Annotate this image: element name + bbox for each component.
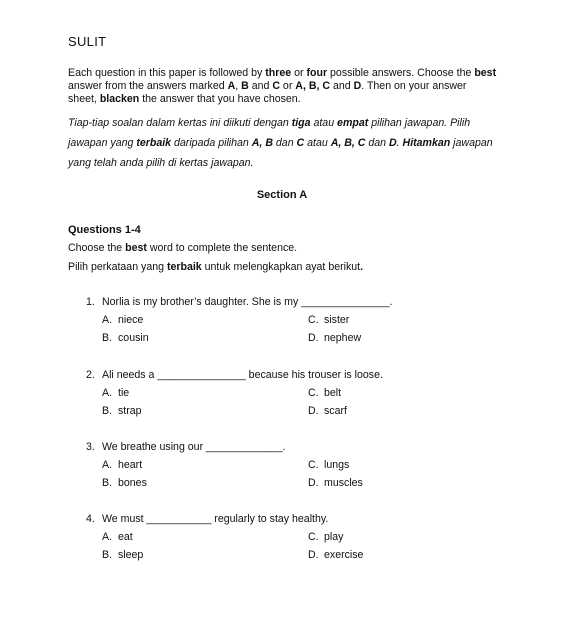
option-letter: A.	[102, 387, 113, 399]
option-d[interactable]	[308, 332, 361, 344]
option-b[interactable]	[102, 405, 142, 417]
option-letter: C.	[308, 314, 319, 326]
option-letter: C.	[308, 459, 319, 471]
option-text: lungs	[324, 459, 350, 471]
option-c[interactable]	[308, 531, 343, 543]
option-d[interactable]	[308, 477, 363, 489]
option-text: play	[324, 531, 344, 543]
question-stem: Ali needs a _______________ because his trouser is loose.	[102, 369, 383, 381]
option-letter: A.	[102, 459, 113, 471]
option-text: sleep	[118, 549, 144, 561]
option-b[interactable]	[102, 332, 149, 344]
option-d[interactable]	[308, 549, 363, 561]
question-stem: We breathe using our _____________.	[102, 441, 286, 453]
option-text: bones	[118, 477, 147, 489]
question-number: 3.	[86, 441, 95, 453]
question-stem: Norlia is my brother’s daughter. She is my _______________.	[102, 296, 393, 308]
option-letter: A.	[102, 314, 113, 326]
directions-malay: Pilih perkataan yang terbaik untuk melengkapkan ayat berikut.	[68, 261, 364, 273]
question-stem: We must ___________ regularly to stay healthy.	[102, 513, 329, 525]
option-text: sister	[324, 314, 350, 326]
option-text: tie	[118, 387, 130, 399]
question-number: 4.	[86, 513, 95, 525]
option-c[interactable]	[308, 459, 349, 471]
question-number: 2.	[86, 369, 95, 381]
option-letter: C.	[308, 531, 319, 543]
option-b[interactable]	[102, 477, 147, 489]
option-text: exercise	[324, 549, 364, 561]
option-text: heart	[118, 459, 143, 471]
option-letter: D.	[308, 332, 319, 344]
option-text: strap	[118, 405, 142, 417]
option-letter: B.	[102, 405, 113, 417]
option-b[interactable]	[102, 549, 143, 561]
option-letter: B.	[102, 549, 113, 561]
option-letter: A.	[102, 531, 113, 543]
option-letter: B.	[102, 332, 113, 344]
page-header: SULIT	[68, 34, 107, 49]
option-c[interactable]	[308, 314, 349, 326]
option-text: belt	[324, 387, 342, 399]
option-text: eat	[118, 531, 133, 543]
option-d[interactable]	[308, 405, 347, 417]
question-number: 1.	[86, 296, 95, 308]
option-text: muscles	[324, 477, 363, 489]
option-letter: D.	[308, 405, 319, 417]
section-title: Section A	[256, 189, 308, 201]
option-letter: C.	[308, 387, 319, 399]
option-c[interactable]	[308, 387, 341, 399]
directions-english: Choose the best word to complete the sentence.	[68, 242, 298, 254]
option-letter: D.	[308, 549, 319, 561]
option-letter: D.	[308, 477, 319, 489]
instructions-english: Each question in this paper is followed by three or four possible answers. Choose the best answer from the answers marked A, B and C or A, B, C and D. Then on your answer sheet, blacken the answer that you have chosen.	[68, 67, 497, 106]
option-text: cousin	[118, 332, 149, 344]
questions-heading: Questions 1-4	[68, 224, 141, 236]
option-text: nephew	[324, 332, 362, 344]
option-a[interactable]	[102, 314, 143, 326]
instructions-malay: Tiap-tiap soalan dalam kertas ini diikuti dengan tiga atau empat pilihan jawapan. Pilih jawapan yang terbaik daripada pilihan A, B dan C atau A, B, C dan D. Hitamkan jawapan yang telah anda pilih di kertas jawapan.	[68, 117, 493, 169]
option-a[interactable]	[102, 387, 129, 399]
option-a[interactable]	[102, 459, 142, 471]
option-text: niece	[118, 314, 144, 326]
option-letter: B.	[102, 477, 113, 489]
option-a[interactable]	[102, 531, 133, 543]
option-text: scarf	[324, 405, 347, 417]
